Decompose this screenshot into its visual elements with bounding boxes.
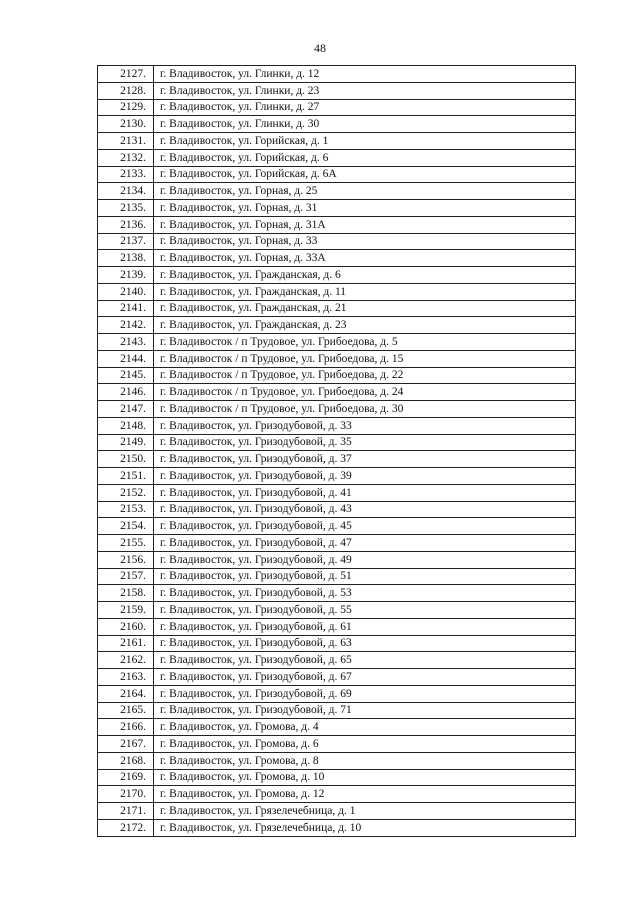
row-number: 2137.: [98, 233, 154, 250]
row-address: г. Владивосток, ул. Горная, д. 25: [154, 183, 576, 200]
table-row: [98, 66, 576, 83]
row-number: 2162.: [98, 652, 154, 669]
row-number: 2133.: [98, 166, 154, 183]
table-row: [98, 468, 576, 485]
table-row: [98, 719, 576, 736]
row-number: 2168.: [98, 752, 154, 769]
row-address: г. Владивосток, ул. Гражданская, д. 6: [154, 267, 576, 284]
row-address: г. Владивосток, ул. Громова, д. 8: [154, 752, 576, 769]
row-number: 2161.: [98, 635, 154, 652]
table-row: [98, 350, 576, 367]
table-row: [98, 501, 576, 518]
table-row: [98, 786, 576, 803]
row-address: г. Владивосток / п Трудовое, ул. Грибоедова, д. 5: [154, 334, 576, 351]
row-address: г. Владивосток, ул. Громова, д. 6: [154, 736, 576, 753]
row-address: г. Владивосток, ул. Гризодубовой, д. 43: [154, 501, 576, 518]
row-number: 2154.: [98, 518, 154, 535]
row-number: 2135.: [98, 200, 154, 217]
row-address: г. Владивосток, ул. Горная, д. 33А: [154, 250, 576, 267]
table-row: [98, 116, 576, 133]
row-address: г. Владивосток, ул. Глинки, д. 12: [154, 66, 576, 83]
table-row: [98, 736, 576, 753]
table-row: [98, 635, 576, 652]
table-row: [98, 568, 576, 585]
table-row: [98, 267, 576, 284]
row-address: г. Владивосток, ул. Гризодубовой, д. 63: [154, 635, 576, 652]
table-row: [98, 769, 576, 786]
row-address: г. Владивосток, ул. Гризодубовой, д. 33: [154, 417, 576, 434]
table-row: [98, 317, 576, 334]
row-address: г. Владивосток / п Трудовое, ул. Грибоедова, д. 15: [154, 350, 576, 367]
row-number: 2144.: [98, 350, 154, 367]
row-number: 2148.: [98, 417, 154, 434]
row-number: 2171.: [98, 803, 154, 820]
row-number: 2166.: [98, 719, 154, 736]
row-number: 2145.: [98, 367, 154, 384]
row-address: г. Владивосток, ул. Гризодубовой, д. 71: [154, 702, 576, 719]
table-row: [98, 183, 576, 200]
row-number: 2170.: [98, 786, 154, 803]
row-number: 2167.: [98, 736, 154, 753]
row-number: 2147.: [98, 401, 154, 418]
row-address: г. Владивосток, ул. Грязелечебница, д. 1: [154, 803, 576, 820]
address-table-body: [98, 66, 576, 837]
table-row: [98, 819, 576, 836]
table-row: [98, 367, 576, 384]
row-number: 2128.: [98, 82, 154, 99]
row-number: 2155.: [98, 535, 154, 552]
table-row: [98, 216, 576, 233]
table-row: [98, 451, 576, 468]
row-address: г. Владивосток, ул. Гризодубовой, д. 51: [154, 568, 576, 585]
row-number: 2156.: [98, 551, 154, 568]
row-number: 2143.: [98, 334, 154, 351]
table-row: [98, 652, 576, 669]
row-address: г. Владивосток, ул. Грязелечебница, д. 10: [154, 819, 576, 836]
row-number: 2142.: [98, 317, 154, 334]
row-address: г. Владивосток, ул. Гризодубовой, д. 45: [154, 518, 576, 535]
row-number: 2140.: [98, 283, 154, 300]
row-number: 2132.: [98, 149, 154, 166]
row-address: г. Владивосток, ул. Глинки, д. 23: [154, 82, 576, 99]
row-number: 2159.: [98, 602, 154, 619]
row-number: 2152.: [98, 484, 154, 501]
row-address: г. Владивосток, ул. Гризодубовой, д. 49: [154, 551, 576, 568]
table-row: [98, 685, 576, 702]
table-row: [98, 99, 576, 116]
row-address: г. Владивосток, ул. Гризодубовой, д. 55: [154, 602, 576, 619]
row-number: 2146.: [98, 384, 154, 401]
row-number: 2150.: [98, 451, 154, 468]
row-number: 2169.: [98, 769, 154, 786]
row-number: 2141.: [98, 300, 154, 317]
table-row: [98, 149, 576, 166]
table-row: [98, 702, 576, 719]
table-row: [98, 200, 576, 217]
row-number: 2131.: [98, 133, 154, 150]
table-row: [98, 434, 576, 451]
row-number: 2139.: [98, 267, 154, 284]
row-address: г. Владивосток, ул. Гризодубовой, д. 35: [154, 434, 576, 451]
row-number: 2160.: [98, 618, 154, 635]
table-row: [98, 384, 576, 401]
row-address: г. Владивосток / п Трудовое, ул. Грибоедова, д. 30: [154, 401, 576, 418]
row-address: г. Владивосток, ул. Громова, д. 10: [154, 769, 576, 786]
table-row: [98, 484, 576, 501]
table-row: [98, 82, 576, 99]
row-address: г. Владивосток, ул. Горийская, д. 6А: [154, 166, 576, 183]
row-number: 2163.: [98, 669, 154, 686]
row-address: г. Владивосток, ул. Гризодубовой, д. 39: [154, 468, 576, 485]
table-row: [98, 250, 576, 267]
table-row: [98, 518, 576, 535]
row-number: 2157.: [98, 568, 154, 585]
table-row: [98, 233, 576, 250]
row-number: 2136.: [98, 216, 154, 233]
row-number: 2172.: [98, 819, 154, 836]
row-number: 2158.: [98, 585, 154, 602]
row-address: г. Владивосток, ул. Гризодубовой, д. 69: [154, 685, 576, 702]
table-row: [98, 752, 576, 769]
table-row: [98, 602, 576, 619]
table-row: [98, 133, 576, 150]
row-number: 2129.: [98, 99, 154, 116]
row-number: 2165.: [98, 702, 154, 719]
row-address: г. Владивосток, ул. Гризодубовой, д. 65: [154, 652, 576, 669]
row-address: г. Владивосток, ул. Глинки, д. 30: [154, 116, 576, 133]
table-row: [98, 669, 576, 686]
table-row: [98, 334, 576, 351]
row-address: г. Владивосток, ул. Горийская, д. 1: [154, 133, 576, 150]
row-number: 2151.: [98, 468, 154, 485]
table-row: [98, 401, 576, 418]
row-address: г. Владивосток, ул. Горная, д. 33: [154, 233, 576, 250]
row-number: 2153.: [98, 501, 154, 518]
row-address: г. Владивосток, ул. Гризодубовой, д. 47: [154, 535, 576, 552]
row-address: г. Владивосток, ул. Гражданская, д. 21: [154, 300, 576, 317]
row-number: 2134.: [98, 183, 154, 200]
row-number: 2138.: [98, 250, 154, 267]
row-address: г. Владивосток, ул. Глинки, д. 27: [154, 99, 576, 116]
row-address: г. Владивосток, ул. Гризодубовой, д. 37: [154, 451, 576, 468]
row-address: г. Владивосток, ул. Горная, д. 31: [154, 200, 576, 217]
row-address: г. Владивосток, ул. Горная, д. 31А: [154, 216, 576, 233]
table-row: [98, 803, 576, 820]
row-number: 2164.: [98, 685, 154, 702]
table-row: [98, 166, 576, 183]
row-address: г. Владивосток, ул. Громова, д. 12: [154, 786, 576, 803]
row-number: 2130.: [98, 116, 154, 133]
page-number: 48: [314, 41, 326, 55]
row-address: г. Владивосток / п Трудовое, ул. Грибоедова, д. 24: [154, 384, 576, 401]
row-address: г. Владивосток, ул. Горийская, д. 6: [154, 149, 576, 166]
row-address: г. Владивосток, ул. Гризодубовой, д. 67: [154, 669, 576, 686]
row-address: г. Владивосток, ул. Громова, д. 4: [154, 719, 576, 736]
row-address: г. Владивосток / п Трудовое, ул. Грибоедова, д. 22: [154, 367, 576, 384]
table-row: [98, 300, 576, 317]
table-row: [98, 551, 576, 568]
table-row: [98, 585, 576, 602]
row-number: 2149.: [98, 434, 154, 451]
table-row: [98, 535, 576, 552]
row-address: г. Владивосток, ул. Гризодубовой, д. 53: [154, 585, 576, 602]
address-table: [97, 65, 576, 837]
row-address: г. Владивосток, ул. Гражданская, д. 23: [154, 317, 576, 334]
row-address: г. Владивосток, ул. Гризодубовой, д. 41: [154, 484, 576, 501]
table-row: [98, 283, 576, 300]
table-row: [98, 417, 576, 434]
table-row: [98, 618, 576, 635]
row-address: г. Владивосток, ул. Гризодубовой, д. 61: [154, 618, 576, 635]
row-number: 2127.: [98, 66, 154, 83]
row-address: г. Владивосток, ул. Гражданская, д. 11: [154, 283, 576, 300]
